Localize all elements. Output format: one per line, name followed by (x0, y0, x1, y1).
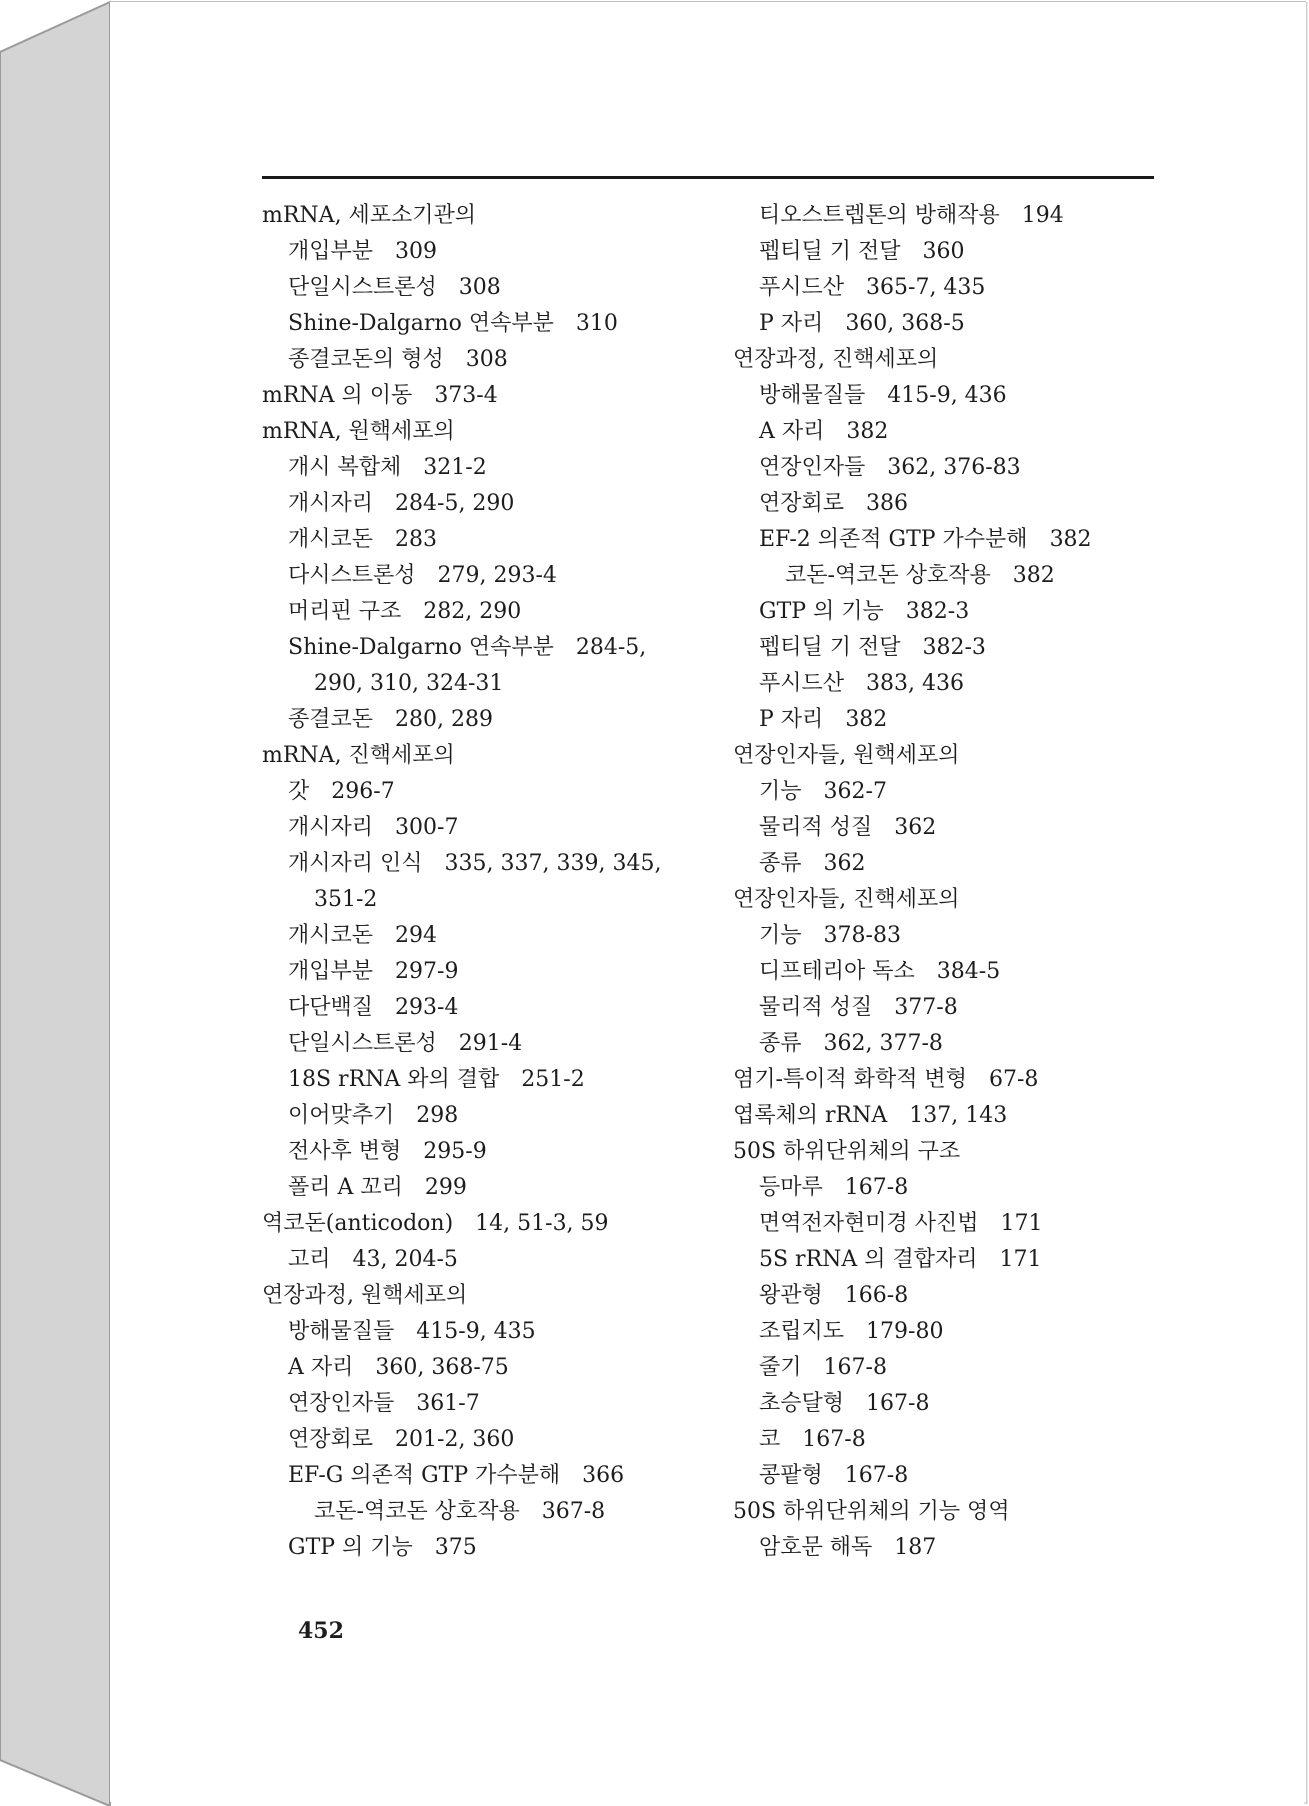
index-term: 50S 하위단위체의 구조 (733, 1139, 961, 1164)
index-term: 엽록체의 rRNA (733, 1103, 888, 1128)
index-entry (262, 1350, 732, 1386)
header-rule (262, 176, 1154, 179)
index-entry (733, 378, 1203, 414)
index-term: 이어맞추기 (288, 1103, 395, 1128)
index-entry (262, 702, 732, 738)
index-term: 물리적 성질 (759, 995, 873, 1020)
index-term: Shine-Dalgarno 연속부분 (288, 311, 554, 336)
index-term: 역코돈(anticodon) (262, 1211, 454, 1236)
index-page-refs: 298 (416, 1103, 459, 1128)
index-term: 티오스트렙톤의 방해작용 (759, 203, 1000, 228)
index-term: 연장회로 (759, 491, 845, 516)
index-term: 코 (759, 1427, 781, 1452)
index-entry (262, 1134, 732, 1170)
index-term: 연장과정, 원핵세포의 (262, 1283, 468, 1308)
index-term: EF-2 의존적 GTP 가수분해 (759, 527, 1028, 552)
index-entry (733, 414, 1203, 450)
index-term: 개시코돈 (288, 923, 374, 948)
index-term: GTP 의 기능 (288, 1535, 413, 1560)
index-page-refs: 415-9, 435 (416, 1319, 536, 1344)
index-term: 5S rRNA 의 결합자리 (759, 1247, 978, 1272)
index-entry (262, 1422, 732, 1458)
index-term: 기능 (759, 779, 802, 804)
index-term: mRNA, 세포소기관의 (262, 203, 477, 228)
index-entry (733, 702, 1203, 738)
index-page-refs: 137, 143 (909, 1103, 1008, 1128)
index-entry (733, 342, 1203, 378)
index-page-refs: 167-8 (844, 1463, 909, 1488)
index-page-refs: 284-5, 290 (395, 491, 515, 516)
index-term: 개시 복합체 (288, 455, 402, 480)
index-entry (262, 1170, 732, 1206)
index-entry (733, 1422, 1203, 1458)
index-entry (733, 1314, 1203, 1350)
index-term: 개입부분 (288, 239, 374, 264)
index-entry (262, 1314, 732, 1350)
index-column-left (262, 198, 732, 1566)
index-term: P 자리 (759, 311, 824, 336)
index-term: A 자리 (288, 1355, 354, 1380)
index-page-refs: 360 (922, 239, 965, 264)
index-term: 연장인자들, 원핵세포의 (733, 743, 960, 768)
index-entry (262, 378, 732, 414)
index-term: 연장인자들 (288, 1391, 395, 1416)
index-term: 갓 (288, 779, 310, 804)
index-page-refs: 167-8 (823, 1355, 887, 1380)
index-page-refs: 282, 290 (423, 599, 522, 624)
index-page-refs: 43, 204-5 (352, 1247, 458, 1272)
index-entry (262, 1458, 732, 1494)
index-page-refs: 378-83 (823, 923, 901, 948)
index-entry (733, 882, 1203, 918)
index-entry (262, 1098, 732, 1134)
index-entry (262, 990, 732, 1026)
index-term: 단일시스트론성 (288, 275, 437, 300)
index-page-refs: 362 (894, 815, 937, 840)
index-entry (262, 774, 732, 810)
index-term: 왕관형 (759, 1283, 823, 1308)
index-entry (262, 810, 732, 846)
index-entry (262, 522, 732, 558)
index-term: 단일시스트론성 (288, 1031, 437, 1056)
index-entry (262, 630, 732, 666)
index-term: 연장인자들, 진핵세포의 (733, 887, 960, 912)
index-term: 펩티딜 기 전달 (759, 635, 901, 660)
index-term: 개시자리 (288, 815, 374, 840)
index-term: 콩팥형 (759, 1463, 823, 1488)
index-term: 연장인자들 (759, 455, 866, 480)
index-entry (733, 810, 1203, 846)
index-entry (262, 1242, 732, 1278)
index-entry (262, 918, 732, 954)
index-page-refs: 295-9 (423, 1139, 487, 1164)
index-entry (733, 1350, 1203, 1386)
index-entry (733, 1026, 1203, 1062)
index-page-refs: 362-7 (823, 779, 887, 804)
index-term: 면역전자현미경 사진법 (759, 1211, 979, 1236)
index-term: 연장회로 (288, 1427, 374, 1452)
index-entry (733, 1206, 1203, 1242)
index-term: 종결코돈의 형성 (288, 347, 444, 372)
index-term: 종결코돈 (288, 707, 374, 732)
index-page-refs: 297-9 (395, 959, 459, 984)
index-term: 개시자리 인식 (288, 851, 423, 876)
index-entry (262, 270, 732, 306)
index-entry (262, 594, 732, 630)
index-term: 종류 (759, 851, 802, 876)
index-entry (733, 774, 1203, 810)
index-page-refs: 308 (458, 275, 501, 300)
index-page-refs: 360, 368-5 (845, 311, 965, 336)
index-page-refs: 321-2 (423, 455, 487, 480)
index-term: 물리적 성질 (759, 815, 873, 840)
index-entry (262, 450, 732, 486)
index-column-right (733, 198, 1203, 1566)
index-page-refs: 335, 337, 339, 345, (444, 851, 662, 876)
index-page-refs: 283 (395, 527, 438, 552)
index-page-refs: 279, 293-4 (437, 563, 557, 588)
index-page-refs: 167-8 (844, 1175, 909, 1200)
index-entry (262, 342, 732, 378)
index-entry (733, 558, 1203, 594)
index-page-refs: 290, 310, 324-31 (314, 671, 504, 696)
index-entry (262, 954, 732, 990)
index-term: 연장과정, 진핵세포의 (733, 347, 939, 372)
index-term: 조립지도 (759, 1319, 845, 1344)
index-term: mRNA, 원핵세포의 (262, 419, 455, 444)
index-page-refs: 382 (846, 419, 889, 444)
index-page-refs: 284-5, (575, 635, 647, 660)
index-term: 50S 하위단위체의 기능 영역 (733, 1499, 1010, 1524)
index-page-refs: 362 (823, 851, 866, 876)
index-page-refs: 166-8 (844, 1283, 909, 1308)
index-term: 머리핀 구조 (288, 599, 402, 624)
index-entry (262, 486, 732, 522)
index-term: 방해물질들 (288, 1319, 395, 1344)
index-entry (262, 1278, 732, 1314)
index-term: 개시코돈 (288, 527, 374, 552)
index-entry (262, 234, 732, 270)
index-entry (733, 306, 1203, 342)
index-entry (733, 630, 1203, 666)
index-entry (733, 738, 1203, 774)
index-entry (733, 846, 1203, 882)
index-page-refs: 415-9, 436 (887, 383, 1007, 408)
index-page-refs: 373-4 (434, 383, 498, 408)
index-page-refs: 299 (424, 1175, 467, 1200)
index-entry (733, 990, 1203, 1026)
index-entry (733, 1170, 1203, 1206)
index-entry (262, 198, 732, 234)
index-entry (733, 1278, 1203, 1314)
index-term: 줄기 (759, 1355, 802, 1380)
index-page-refs: 309 (395, 239, 438, 264)
index-entry (733, 1458, 1203, 1494)
index-page-refs: 383, 436 (866, 671, 964, 696)
index-term: 방해물질들 (759, 383, 866, 408)
index-page-refs: 382-3 (905, 599, 970, 624)
index-entry (262, 1206, 732, 1242)
index-entry (262, 414, 732, 450)
index-page-refs: 362, 376-83 (887, 455, 1021, 480)
index-page-refs: 382 (1049, 527, 1092, 552)
index-term: 18S rRNA 와의 결합 (288, 1067, 500, 1092)
index-entry (262, 882, 732, 918)
index-term: 다단백질 (288, 995, 374, 1020)
index-term: 개입부분 (288, 959, 374, 984)
index-page-refs: 386 (866, 491, 909, 516)
index-entry (262, 558, 732, 594)
index-page-refs: 294 (395, 923, 438, 948)
index-page-refs: 14, 51-3, 59 (475, 1211, 609, 1236)
index-term: GTP 의 기능 (759, 599, 884, 624)
index-entry (733, 918, 1203, 954)
index-entry (262, 666, 732, 702)
index-entry (733, 666, 1203, 702)
index-entry (733, 1530, 1203, 1566)
index-entry (733, 450, 1203, 486)
index-term: 푸시드산 (759, 671, 845, 696)
index-page-refs: 365-7, 435 (866, 275, 986, 300)
index-page-refs: 382-3 (922, 635, 986, 660)
index-entry (733, 1386, 1203, 1422)
index-term: 코돈-역코돈 상호작용 (785, 563, 991, 588)
index-term: 염기-특이적 화학적 변형 (733, 1067, 967, 1092)
index-page-refs: 351-2 (314, 887, 378, 912)
index-page-refs: 310 (575, 311, 618, 336)
index-page-refs: 367-8 (541, 1499, 606, 1524)
index-term: 푸시드산 (759, 275, 845, 300)
index-page-refs: 362, 377-8 (823, 1031, 943, 1056)
index-term: P 자리 (759, 707, 824, 732)
index-page-refs: 171 (999, 1247, 1042, 1272)
spine-face (0, 2, 110, 1806)
index-term: Shine-Dalgarno 연속부분 (288, 635, 554, 660)
index-entry (733, 198, 1203, 234)
index-page-refs: 67-8 (988, 1067, 1039, 1092)
index-term: 암호문 해독 (759, 1535, 873, 1560)
index-term: 초승달형 (759, 1391, 845, 1416)
index-term: 등마루 (759, 1175, 823, 1200)
index-entry (262, 1530, 732, 1566)
index-entry (262, 1386, 732, 1422)
index-page-refs: 171 (1000, 1211, 1043, 1236)
index-term: mRNA, 진핵세포의 (262, 743, 455, 768)
index-entry (733, 1062, 1203, 1098)
index-page-refs: 296-7 (331, 779, 395, 804)
index-term: 기능 (759, 923, 802, 948)
index-term: 펩티딜 기 전달 (759, 239, 901, 264)
index-page-refs: 375 (434, 1535, 477, 1560)
index-term: A 자리 (759, 419, 825, 444)
index-entry (733, 1242, 1203, 1278)
index-page-refs: 382 (845, 707, 888, 732)
index-entry (733, 486, 1203, 522)
index-page-refs: 300-7 (395, 815, 459, 840)
index-entry (733, 270, 1203, 306)
index-term: 고리 (288, 1247, 331, 1272)
index-page-refs: 187 (894, 1535, 937, 1560)
index-page-refs: 280, 289 (395, 707, 493, 732)
index-page-refs: 360, 368-75 (375, 1355, 509, 1380)
index-term: EF-G 의존적 GTP 가수분해 (288, 1463, 561, 1488)
index-page-refs: 308 (465, 347, 508, 372)
index-entry (262, 846, 732, 882)
index-page-refs: 361-7 (416, 1391, 480, 1416)
index-entry (733, 522, 1203, 558)
index-page-refs: 167-8 (802, 1427, 866, 1452)
index-page-refs: 179-80 (866, 1319, 944, 1344)
index-page-refs: 291-4 (458, 1031, 523, 1056)
index-page-refs: 201-2, 360 (395, 1427, 515, 1452)
index-term: 개시자리 (288, 491, 374, 516)
index-page-refs: 194 (1021, 203, 1064, 228)
index-entry (733, 1494, 1203, 1530)
index-term: 다시스트론성 (288, 563, 416, 588)
index-entry (733, 1134, 1203, 1170)
index-term: 폴리 A 꼬리 (288, 1175, 403, 1200)
index-page-refs: 366 (582, 1463, 625, 1488)
index-page-refs: 251-2 (521, 1067, 585, 1092)
index-entry (733, 954, 1203, 990)
index-term: 코돈-역코돈 상호작용 (314, 1499, 520, 1524)
index-term: 디프테리아 독소 (759, 959, 915, 984)
index-entry (262, 1026, 732, 1062)
index-entry (733, 234, 1203, 270)
index-entry (262, 1494, 732, 1530)
index-term: 전사후 변형 (288, 1139, 402, 1164)
index-entry (733, 594, 1203, 630)
index-term: 종류 (759, 1031, 802, 1056)
index-page-refs: 377-8 (894, 995, 958, 1020)
index-page-refs: 293-4 (395, 995, 459, 1020)
index-entry (262, 306, 732, 342)
index-entry (733, 1098, 1203, 1134)
page-number: 452 (298, 1618, 344, 1644)
index-entry (262, 738, 732, 774)
index-term: mRNA 의 이동 (262, 383, 413, 408)
index-page-refs: 384-5 (936, 959, 1001, 984)
index-page-refs: 167-8 (866, 1391, 930, 1416)
index-entry (262, 1062, 732, 1098)
index-page-refs: 382 (1012, 563, 1055, 588)
